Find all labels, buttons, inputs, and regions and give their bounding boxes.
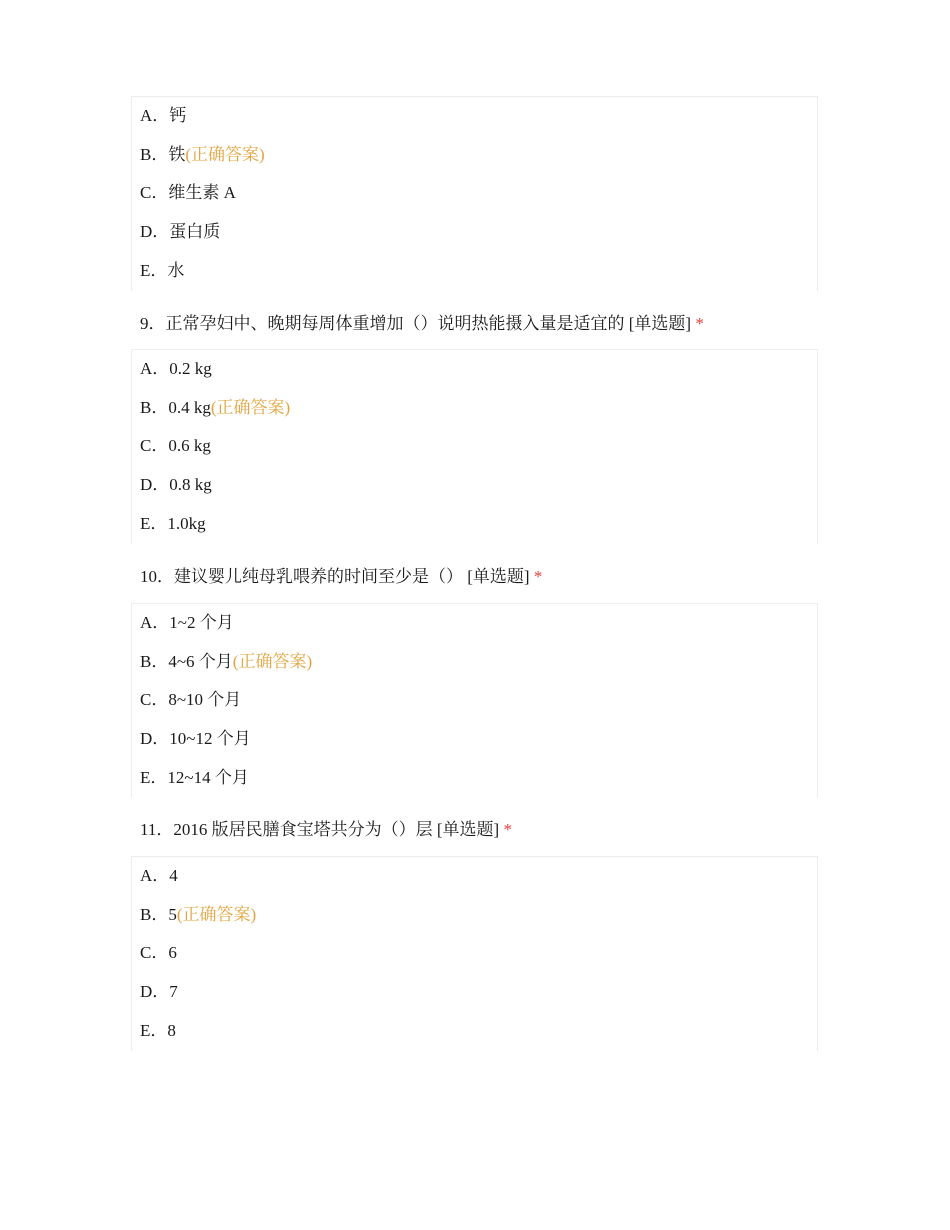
option-b[interactable]: B．铁(正确答案)	[140, 145, 265, 164]
question-title-9: 9．正常孕妇中、晚期每周体重增加（）说明热能摄入量是适宜的 [单选题] *	[140, 314, 704, 333]
correct-answer-tag: (正确答案)	[210, 398, 291, 417]
option-b[interactable]: B．0.4 kg(正确答案)	[140, 398, 291, 417]
option-d[interactable]: D．7	[140, 982, 178, 1001]
correct-answer-tag: (正确答案)	[176, 905, 257, 924]
required-star: *	[533, 567, 543, 586]
option-e[interactable]: E．水	[140, 261, 185, 280]
required-star: *	[503, 820, 512, 839]
option-e[interactable]: E．8	[140, 1021, 176, 1040]
options-box-q11	[131, 856, 818, 1051]
options-box-q8	[131, 96, 818, 291]
question-title-10: 10．建议婴儿纯母乳喂养的时间至少是（） [单选题] *	[140, 567, 543, 586]
option-a[interactable]: A．1~2 个月	[140, 613, 234, 632]
option-d[interactable]: D．蛋白质	[140, 222, 221, 241]
correct-answer-tag: (正确答案)	[185, 145, 265, 164]
option-e[interactable]: E．1.0kg	[140, 514, 206, 533]
option-e[interactable]: E．12~14 个月	[140, 768, 249, 787]
correct-answer-tag: (正确答案)	[232, 652, 313, 671]
option-d[interactable]: D．0.8 kg	[140, 475, 212, 494]
option-c[interactable]: C．0.6 kg	[140, 436, 211, 455]
option-c[interactable]: C．维生素 A	[140, 183, 236, 202]
option-a[interactable]: A．钙	[140, 106, 187, 125]
required-star: *	[695, 314, 704, 333]
option-d[interactable]: D．10~12 个月	[140, 729, 251, 748]
option-b[interactable]: B．5(正确答案)	[140, 905, 257, 924]
question-title-11: 11．2016 版居民膳食宝塔共分为（）层 [单选题] *	[140, 820, 512, 839]
options-box-q10	[131, 603, 818, 798]
option-c[interactable]: C．8~10 个月	[140, 690, 242, 709]
option-b[interactable]: B．4~6 个月(正确答案)	[140, 652, 313, 671]
option-a[interactable]: A．4	[140, 866, 178, 885]
option-a[interactable]: A．0.2 kg	[140, 359, 212, 378]
options-box-q9	[131, 349, 818, 544]
option-c[interactable]: C．6	[140, 943, 177, 962]
